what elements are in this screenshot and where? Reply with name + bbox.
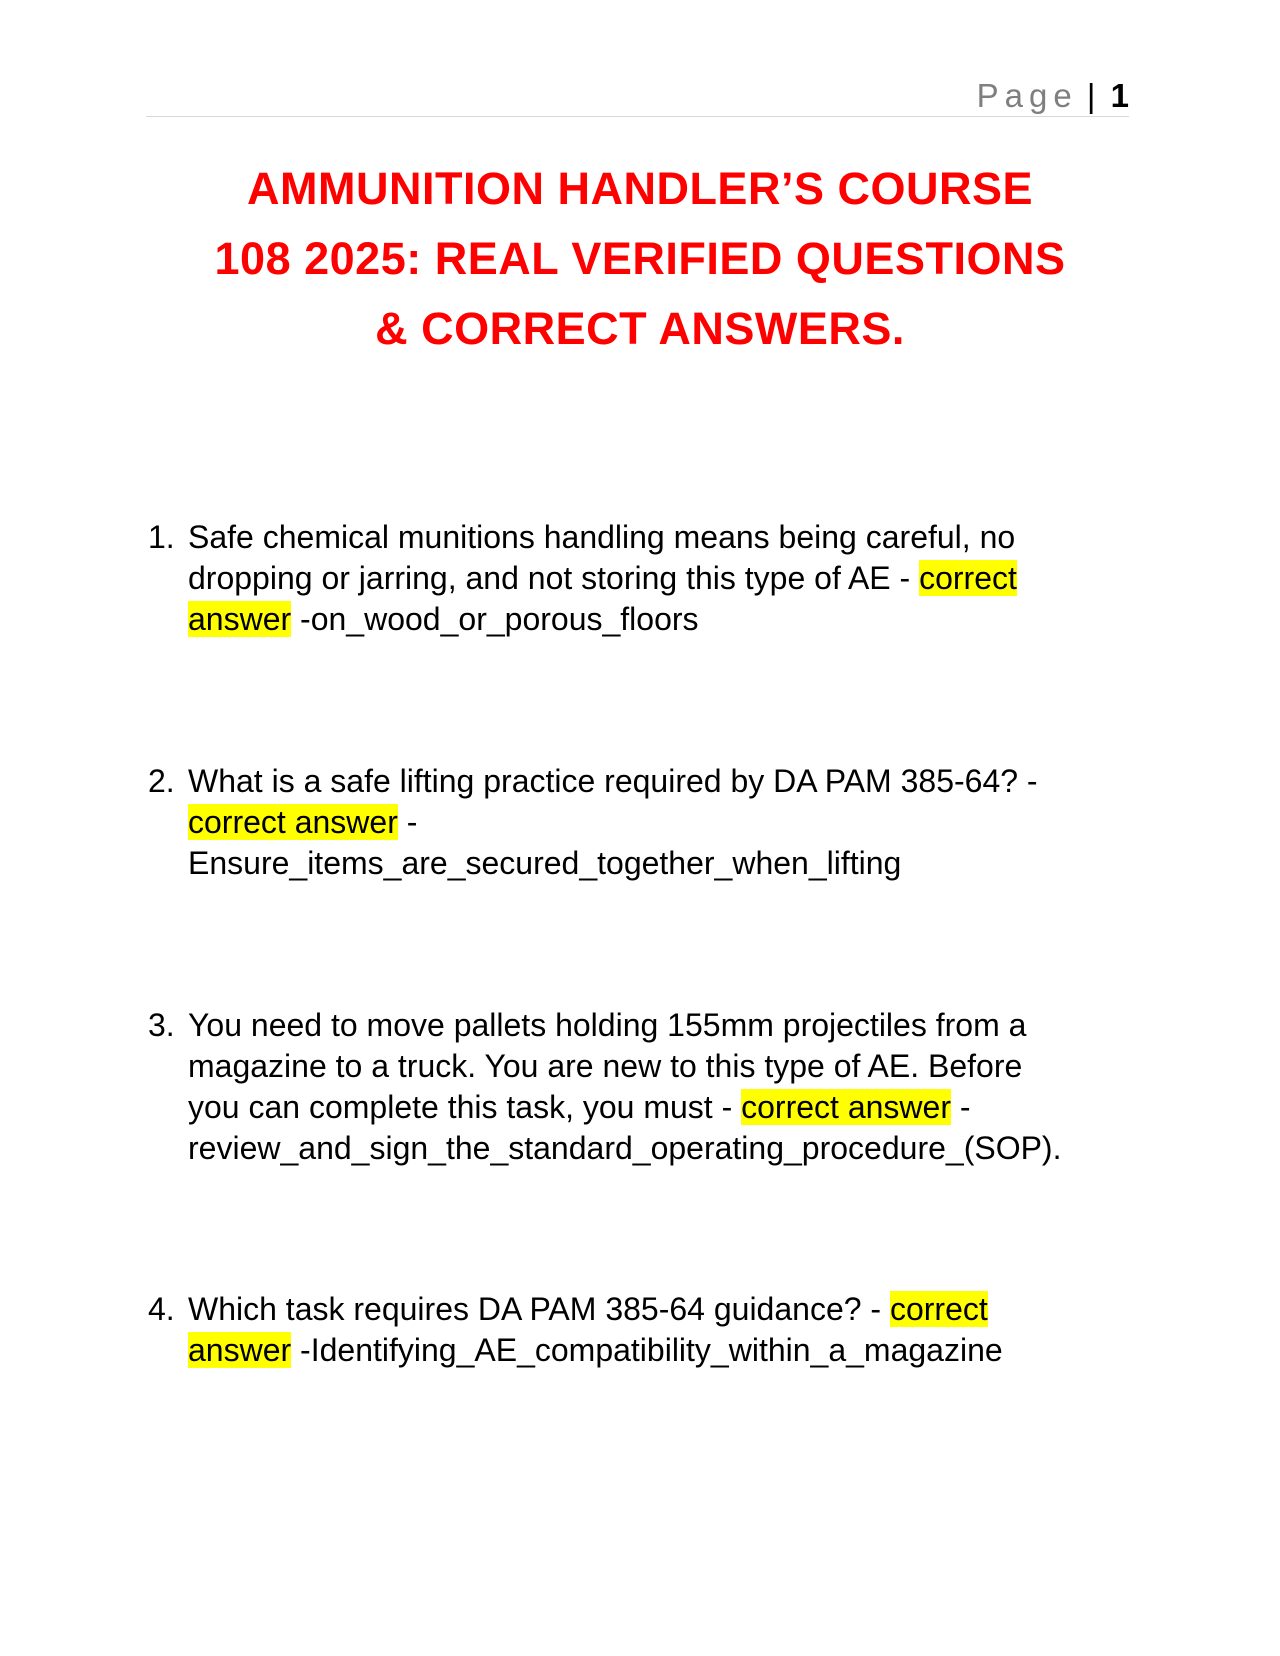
question-item-1 bbox=[148, 517, 1108, 640]
page-number-label bbox=[977, 76, 1129, 116]
question-number: 4. bbox=[148, 1291, 175, 1327]
correct-answer-highlight: correct answer bbox=[188, 1291, 988, 1368]
question-text: Safe chemical munitions handling means being careful, no dropping or jarring, and not storing this type of AE - bbox=[188, 519, 1016, 596]
question-item-4 bbox=[148, 1289, 1108, 1371]
correct-answer-highlight: correct answer bbox=[741, 1089, 951, 1125]
page-header bbox=[146, 76, 1129, 117]
question-item-3 bbox=[148, 1005, 1108, 1169]
answer-text: - Ensure_items_are_secured_together_when_lifting bbox=[188, 804, 902, 881]
correct-answer-highlight: correct answer bbox=[188, 804, 398, 840]
title-line-2: 108 2025: REAL VERIFIED QUESTIONS bbox=[214, 233, 1066, 284]
answer-text: - review_and_sign_the_standard_operating_procedure_(SOP). bbox=[188, 1089, 1062, 1166]
question-text: You need to move pallets holding 155mm projectiles from a magazine to a truck. You are new to this type of AE. Before you can complete this task, you must - bbox=[188, 1007, 1027, 1125]
question-text: Which task requires DA PAM 385-64 guidance? - bbox=[188, 1291, 882, 1327]
question-text: What is a safe lifting practice required by DA PAM 385-64? - bbox=[188, 763, 1038, 799]
page-word: Page bbox=[976, 77, 1078, 114]
answer-text: -Identifying_AE_compatibility_within_a_magazine bbox=[300, 1332, 1003, 1368]
document-title bbox=[140, 154, 1140, 364]
question-number: 2. bbox=[148, 763, 175, 799]
question-item-2 bbox=[148, 761, 1108, 884]
question-number: 1. bbox=[148, 519, 175, 555]
question-number: 3. bbox=[148, 1007, 175, 1043]
page-separator: | bbox=[1086, 77, 1096, 114]
title-line-1: AMMUNITION HANDLER’S COURSE bbox=[247, 163, 1033, 214]
page-number: 1 bbox=[1110, 77, 1129, 114]
correct-answer-highlight: correct answer bbox=[188, 560, 1017, 637]
answer-text: -on_wood_or_porous_floors bbox=[300, 601, 699, 637]
title-line-3: & CORRECT ANSWERS. bbox=[375, 303, 905, 354]
